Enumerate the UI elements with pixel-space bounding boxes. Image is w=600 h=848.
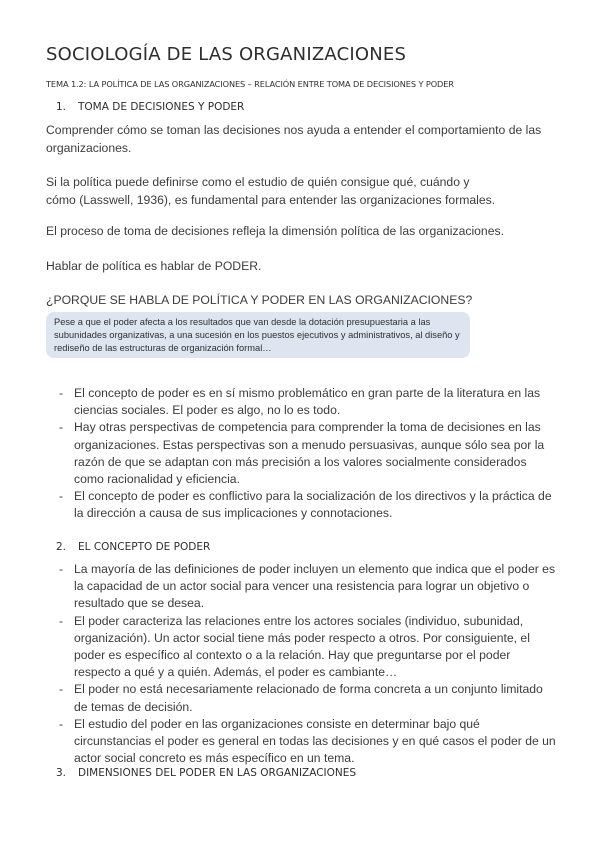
list-item-text: El estudio del poder en las organizaciones consiste en determinar bajo qué circunstancias el poder es general en todas las decisiones y en qué casos el poder de un actor social concreto es más específico en un tema.	[74, 716, 556, 766]
section-title: DIMENSIONES DEL PODER EN LAS ORGANIZACIONES	[78, 767, 357, 779]
list-item	[46, 613, 556, 682]
list-item	[46, 716, 556, 768]
section-heading-3	[56, 767, 356, 779]
bullet-list-1	[46, 385, 556, 523]
section-number: 3.	[56, 767, 67, 779]
list-item	[46, 488, 556, 522]
list-item	[46, 385, 556, 419]
list-item-text: El poder no está necesariamente relacionado de forma concreta a un conjunto limitado de temas de decisión.	[74, 682, 543, 714]
dash-bullet: -	[59, 613, 64, 628]
section-number: 2.	[56, 541, 67, 553]
list-item-text: El concepto de poder es conflictivo para la socialización de los directivos y la práctica de la dirección a causa de sus implicaciones y connotaciones.	[74, 489, 552, 521]
page-subtitle: TEMA 1.2: LA POLÍTICA DE LAS ORGANIZACIONES – RELACIÓN ENTRE TOMA DE DECISIONES Y PODER	[46, 79, 454, 89]
section-heading-2	[56, 541, 210, 553]
list-item-text: La mayoría de las definiciones de poder incluyen un elemento que indica que el poder es la capacidad de un actor social para vencer una resistencia para lograr un objetivo o resultado que se desea.	[74, 562, 556, 611]
list-item-text: Hay otras perspectivas de competencia para comprender la toma de decisiones en las organizaciones. Estas perspectivas son a menudo persuasivas, aunque sólo sea por la razón de que se adaptan con más precisión a los valores socialmente considerados como racionalidad y eficiencia.	[74, 420, 545, 487]
section-heading-1	[56, 101, 244, 113]
list-item	[46, 419, 556, 488]
section-title: TOMA DE DECISIONES Y PODER	[78, 101, 245, 113]
dash-bullet: -	[59, 386, 64, 400]
list-item-text: El concepto de poder es en sí mismo problemático en gran parte de la literatura en las ciencias sociales. El poder es algo, no lo es todo.	[74, 386, 541, 418]
list-item	[46, 561, 556, 613]
dash-bullet: -	[59, 489, 64, 504]
page-title: SOCIOLOGÍA DE LAS ORGANIZACIONES	[46, 44, 407, 65]
dash-bullet: -	[59, 682, 64, 697]
section-number: 1.	[56, 101, 67, 113]
dash-bullet: -	[59, 716, 64, 731]
paragraph: El proceso de toma de decisiones refleja la dimensión política de las organizaciones.	[46, 224, 504, 238]
list-item-text: El poder caracteriza las relaciones entre los actores sociales (individuo, subunidad, organización). Un actor social tiene más poder respecto a otros. Por consiguiente, el poder es específico al contexto o a la relación. Hay que preguntarse por el poder respecto a qué y a quién. Además, el poder es cambiante…	[74, 613, 530, 680]
dash-bullet: -	[59, 420, 64, 435]
dash-bullet: -	[59, 562, 64, 576]
bullet-list-2	[46, 561, 556, 767]
question-heading: ¿PORQUE SE HABLA DE POLÍTICA Y PODER EN LAS ORGANIZACIONES?	[46, 293, 473, 307]
section-title: EL CONCEPTO DE PODER	[78, 541, 211, 553]
paragraph: Comprender cómo se toman las decisiones nos ayuda a entender el comportamiento de las organizaciones.	[46, 123, 542, 155]
list-item	[46, 681, 556, 715]
highlight-callout: Pese a que el poder afecta a los resultados que van desde la dotación presupuestaria a las subunidades organizativas, a una sucesión en los puestos ejecutivos y administrativos, al diseño y rediseño de las estructuras de organización formal…	[46, 312, 470, 358]
paragraph: Hablar de política es hablar de PODER.	[46, 259, 262, 273]
paragraph: Si la política puede definirse como el estudio de quién consigue qué, cuándo y cómo (Lasswell, 1936), es fundamental para entender las organizaciones formales.	[46, 175, 496, 207]
